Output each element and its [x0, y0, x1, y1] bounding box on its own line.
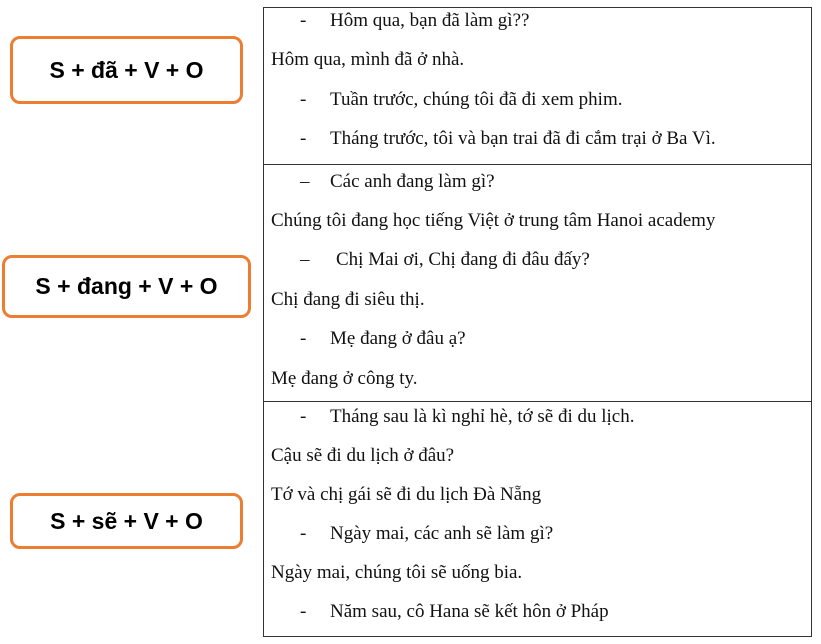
example-text: Tháng trước, tôi và bạn trai đã đi cắm trại ở Ba Vì. — [330, 128, 716, 149]
example-line — [271, 444, 454, 468]
example-line — [300, 522, 553, 546]
example-line — [300, 88, 622, 112]
example-text: Tớ và chị gái sẽ đi du lịch Đà Nẵng — [271, 484, 542, 505]
example-line — [300, 9, 529, 33]
bullet: - — [300, 128, 307, 149]
example-text: Tuần trước, chúng tôi đã đi xem phim. — [330, 89, 623, 110]
bullet: – — [300, 171, 310, 192]
example-line — [300, 405, 635, 429]
example-line — [300, 127, 716, 151]
pattern-box-past — [10, 36, 243, 104]
example-text: Chị Mai ơi, Chị đang đi đâu đấy? — [336, 249, 590, 270]
pattern-label: S + đã + V + O — [49, 56, 204, 83]
example-text: Chúng tôi đang học tiếng Việt ở trung tâm Hanoi academy — [271, 210, 716, 231]
example-line — [271, 483, 541, 507]
example-text: Các anh đang làm gì? — [330, 171, 495, 192]
example-text: Tháng sau là kì nghỉ hè, tớ sẽ đi du lịch. — [330, 406, 635, 427]
bullet: - — [300, 328, 307, 349]
section-divider — [264, 401, 811, 402]
bullet: - — [300, 406, 307, 427]
example-text: Ngày mai, chúng tôi sẽ uống bia. — [271, 562, 523, 583]
pattern-label: S + sẽ + V + O — [50, 507, 203, 534]
example-line — [300, 170, 495, 194]
bullet: – — [300, 249, 310, 270]
bullet: - — [300, 523, 307, 544]
pattern-box-future — [10, 493, 243, 549]
example-text: Hôm qua, mình đã ở nhà. — [271, 49, 465, 70]
example-text: Chị đang đi siêu thị. — [271, 289, 425, 310]
example-line — [271, 561, 522, 585]
bullet: - — [300, 10, 307, 31]
example-line — [300, 600, 609, 624]
section-divider — [264, 164, 811, 165]
pattern-label: S + đang + V + O — [35, 273, 218, 299]
pattern-box-present — [2, 255, 251, 318]
bullet: - — [300, 601, 307, 622]
example-text: Cậu sẽ đi du lịch ở đâu? — [271, 445, 455, 466]
example-line — [271, 209, 715, 233]
example-text: Mẹ đang ở đâu ạ? — [330, 328, 466, 349]
example-line — [271, 367, 418, 391]
example-line — [271, 48, 464, 72]
example-text: Mẹ đang ở công ty. — [271, 368, 418, 389]
example-line — [300, 327, 466, 351]
example-text: Ngày mai, các anh sẽ làm gì? — [330, 523, 554, 544]
example-text: Hôm qua, bạn đã làm gì?? — [330, 10, 530, 31]
examples-table — [263, 7, 812, 637]
example-text: Năm sau, cô Hana sẽ kết hôn ở Pháp — [330, 601, 609, 622]
example-line — [300, 248, 590, 272]
bullet: - — [300, 89, 307, 110]
example-line — [271, 288, 425, 312]
